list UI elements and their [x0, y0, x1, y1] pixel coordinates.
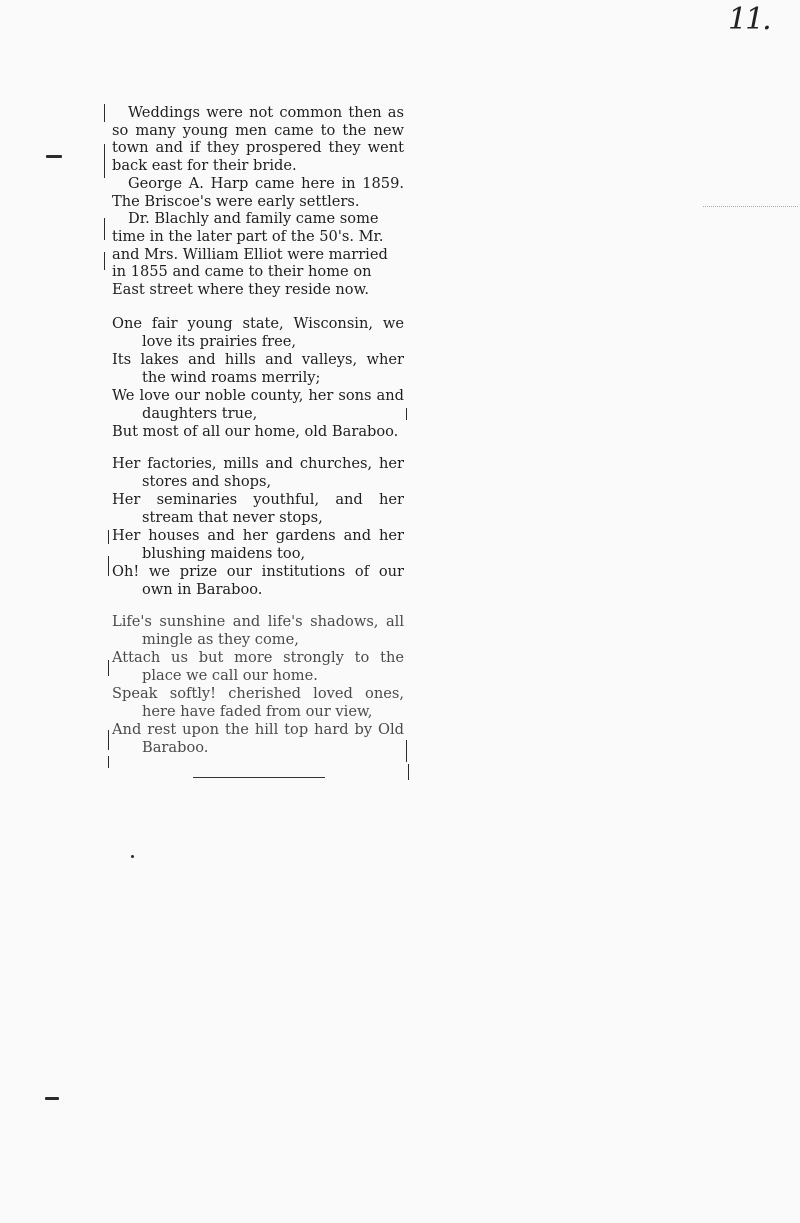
margin-line: [108, 756, 109, 768]
article-column: [112, 104, 404, 771]
margin-line: [104, 104, 105, 122]
poem-verse: But most of all our home, old Baraboo.: [112, 422, 399, 440]
margin-line: [104, 144, 105, 178]
poem-stanza: [112, 613, 404, 757]
poem-verse: Oh! we prize our institutions of our own in Baraboo.: [112, 562, 404, 598]
margin-line: [108, 730, 109, 750]
poem-verse: One fair young state, Wisconsin, we love its prairies free,: [112, 314, 404, 350]
prose-paragraph: George A. Harp came here in 1859. The Briscoe's were early settlers.: [112, 174, 404, 210]
poem-verse: Its lakes and hills and valleys, wher the wind roams merrily;: [112, 350, 404, 386]
poem-stanza: [112, 455, 404, 599]
margin-line: [406, 740, 407, 762]
poem-verse: Her factories, mills and churches, her stores and shops,: [112, 454, 404, 490]
page-number: 11.: [728, 2, 770, 37]
margin-line: [108, 556, 109, 576]
margin-line: [406, 408, 407, 420]
margin-line: [104, 252, 105, 270]
poem-verse: Speak softly! cherished loved ones, here have faded from our view,: [112, 684, 404, 720]
margin-dash-mark: [45, 1097, 59, 1100]
poem-verse: Her seminaries youthful, and her stream that never stops,: [112, 490, 404, 526]
margin-line: [104, 218, 105, 240]
poem: [112, 315, 404, 757]
margin-line: [108, 660, 109, 676]
poem-verse: Attach us but more strongly to the place we call our home.: [112, 648, 404, 684]
poem-verse: Life's sunshine and life's shadows, all mingle as they come,: [112, 612, 404, 648]
poem-verse: Her houses and her gardens and her blushing maidens too,: [112, 526, 404, 562]
prose-paragraph: Dr. Blachly and family came some time in the later part of the 50's. Mr. and Mrs. William Elliot were married in 1855 and came to their home on East street where they reside now.: [112, 210, 388, 299]
margin-line: [108, 530, 109, 544]
prose-paragraph: Weddings were not common then as so many young men came to the new town and if they prospered they went back east for their bride.: [112, 104, 404, 175]
margin-dash-mark: [46, 155, 62, 158]
margin-line: [408, 764, 409, 780]
end-rule: [193, 777, 325, 778]
poem-stanza: [112, 315, 404, 441]
dotted-mark: [703, 206, 798, 207]
poem-verse: We love our noble county, her sons and daughters true,: [112, 386, 404, 422]
ink-speck: [131, 855, 134, 858]
poem-verse: And rest upon the hill top hard by Old Baraboo.: [112, 720, 404, 756]
